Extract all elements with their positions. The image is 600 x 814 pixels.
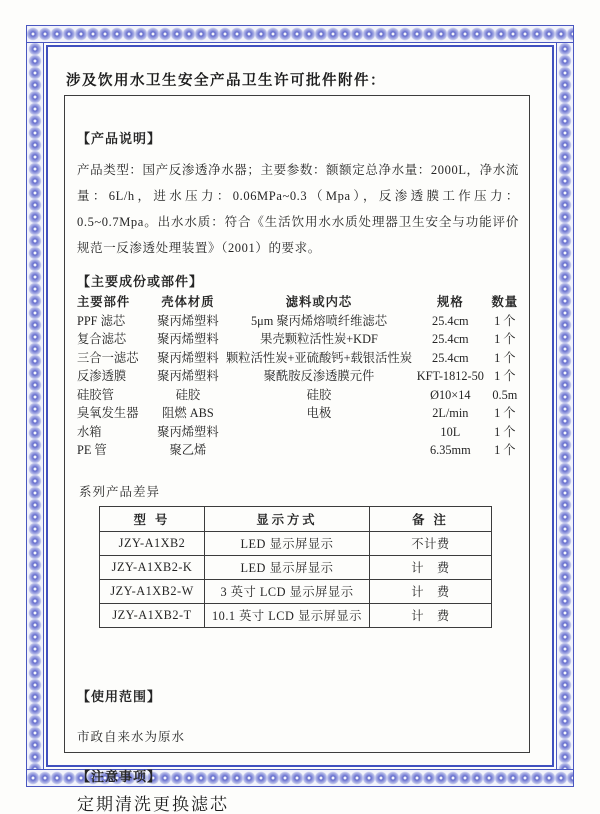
rosette-ornament-right — [556, 43, 573, 769]
table-row — [77, 312, 521, 331]
column-header: 壳体材质 — [161, 295, 215, 309]
table-cell: 计 费 — [370, 603, 492, 627]
product-description-heading: 【产品说明】 — [77, 131, 162, 146]
table-cell: 不计费 — [370, 531, 492, 555]
series-heading: 系列产品差异 — [79, 484, 161, 499]
table-cell: 计 费 — [370, 555, 492, 579]
table-row — [77, 386, 521, 405]
table-cell: 1 个 — [494, 350, 516, 365]
table-cell: JZY-A1XB2-T — [100, 603, 205, 627]
table-cell: 三合一滤芯 — [77, 350, 139, 365]
table-cell: 果壳颗粒活性炭+KDF — [260, 332, 378, 346]
table-cell: 1 个 — [494, 313, 516, 328]
table-cell: 电极 — [306, 406, 332, 420]
table-cell: JZY-A1XB2 — [100, 531, 205, 555]
notes-heading: 【注意事项】 — [77, 768, 162, 784]
table-cell: 1 个 — [494, 443, 516, 457]
usage-body: 市政自来水为原水 — [77, 729, 186, 744]
table-cell: 10.1 英寸 LCD 显示屏显示 — [205, 603, 370, 627]
table-cell: KFT-1812-50 — [416, 369, 484, 383]
document-title: 涉及饮用水卫生安全产品卫生许可批件附件： — [66, 73, 386, 89]
rosette-ornament-top — [27, 26, 573, 43]
table-row — [100, 555, 492, 579]
table-cell: 计 费 — [370, 579, 492, 603]
table-cell: 25.4cm — [432, 350, 469, 365]
table-cell: 1 个 — [494, 332, 516, 346]
table-cell: 聚丙烯塑料 — [157, 350, 219, 365]
table-cell: JZY-A1XB2-W — [100, 579, 205, 603]
table-cell: 聚丙烯塑料 — [157, 332, 219, 346]
table-cell: 25.4cm — [432, 313, 469, 328]
series-table — [99, 506, 492, 628]
table-cell: PE 管 — [77, 443, 107, 457]
product-description-body: 产品类型：国产反渗透净水器；主要参数：额额定总净水量：2000L，净水流量：6L/h，进水压力：0.06MPa~0.3（Mpa），反渗透膜工作压力：0.5~0.7Mpa。出水水质：符合《生活饮用水水质处理器卫生安全与功能评价规范一反渗透处理装置》（2001）的要求。 — [77, 163, 519, 255]
main-content-box — [64, 95, 530, 814]
table-cell: 聚丙烯塑料 — [157, 424, 219, 439]
table-cell: 5μm 聚丙烯熔喷纤维滤芯 — [250, 313, 388, 328]
notes-body: 定期清洗更换滤芯 — [77, 794, 229, 814]
table-cell: 聚酰胺反渗透膜元件 — [263, 369, 375, 383]
table-cell: LED 显示屏显示 — [205, 555, 370, 579]
series-table-head — [100, 506, 492, 531]
table-cell: 聚丙烯塑料 — [157, 313, 219, 328]
table-row — [77, 330, 521, 349]
table-cell: 1 个 — [494, 424, 516, 439]
column-header: 主要部件 — [77, 295, 131, 309]
table-row — [100, 579, 492, 603]
table-row — [77, 404, 521, 423]
column-header: 型 号 — [100, 506, 205, 531]
table-cell: 水箱 — [77, 424, 102, 439]
table-header-row — [100, 506, 492, 531]
table-row — [77, 423, 521, 442]
column-header: 数量 — [491, 295, 519, 309]
table-header-row — [77, 293, 521, 312]
usage-heading: 【使用范围】 — [77, 688, 162, 704]
column-header: 备 注 — [370, 506, 492, 531]
table-cell: 聚乙烯 — [169, 443, 207, 457]
table-cell: LED 显示屏显示 — [205, 531, 370, 555]
components-table-body — [77, 312, 521, 460]
table-cell: 反渗透膜 — [77, 369, 127, 383]
table-cell: PPF 滤芯 — [77, 313, 126, 328]
table-cell: 颗粒活性炭+亚硫酸钙+载银活性炭 — [225, 350, 412, 365]
column-header: 规格 — [437, 295, 464, 309]
table-cell: 10L — [440, 424, 461, 439]
table-cell: 0.5m — [492, 387, 518, 402]
table-cell: 复合滤芯 — [77, 332, 127, 346]
table-cell: 阻燃 ABS — [162, 406, 214, 420]
components-heading: 【主要成份或部件】 — [77, 274, 204, 289]
table-cell: 1 个 — [494, 369, 516, 383]
table-cell: 硅胶 — [306, 387, 332, 402]
rosette-ornament-left — [27, 43, 44, 769]
table-row — [100, 603, 492, 627]
table-cell: 25.4cm — [432, 332, 469, 346]
document-content — [64, 72, 530, 814]
table-cell: 6.35mm — [430, 443, 471, 457]
table-row — [77, 349, 521, 368]
table-cell: 3 英寸 LCD 显示屏显示 — [205, 579, 370, 603]
table-cell: 2L/min — [432, 406, 469, 420]
table-cell: 聚丙烯塑料 — [157, 369, 219, 383]
table-cell: JZY-A1XB2-K — [100, 555, 205, 579]
table-row — [77, 441, 521, 460]
column-header: 滤料或内芯 — [285, 295, 353, 309]
table-row — [77, 367, 521, 386]
components-table-head — [77, 293, 521, 312]
table-cell: 硅胶管 — [77, 387, 114, 402]
table-cell: 1 个 — [494, 406, 516, 420]
table-cell — [226, 441, 412, 460]
table-cell: 硅胶 — [175, 387, 201, 402]
table-cell: 臭氧发生器 — [77, 406, 139, 420]
series-table-body — [100, 531, 492, 627]
column-header: 显示方式 — [205, 506, 370, 531]
table-row — [100, 531, 492, 555]
table-cell — [226, 423, 412, 442]
table-cell: Ø10×14 — [430, 387, 471, 402]
components-table — [77, 293, 521, 460]
